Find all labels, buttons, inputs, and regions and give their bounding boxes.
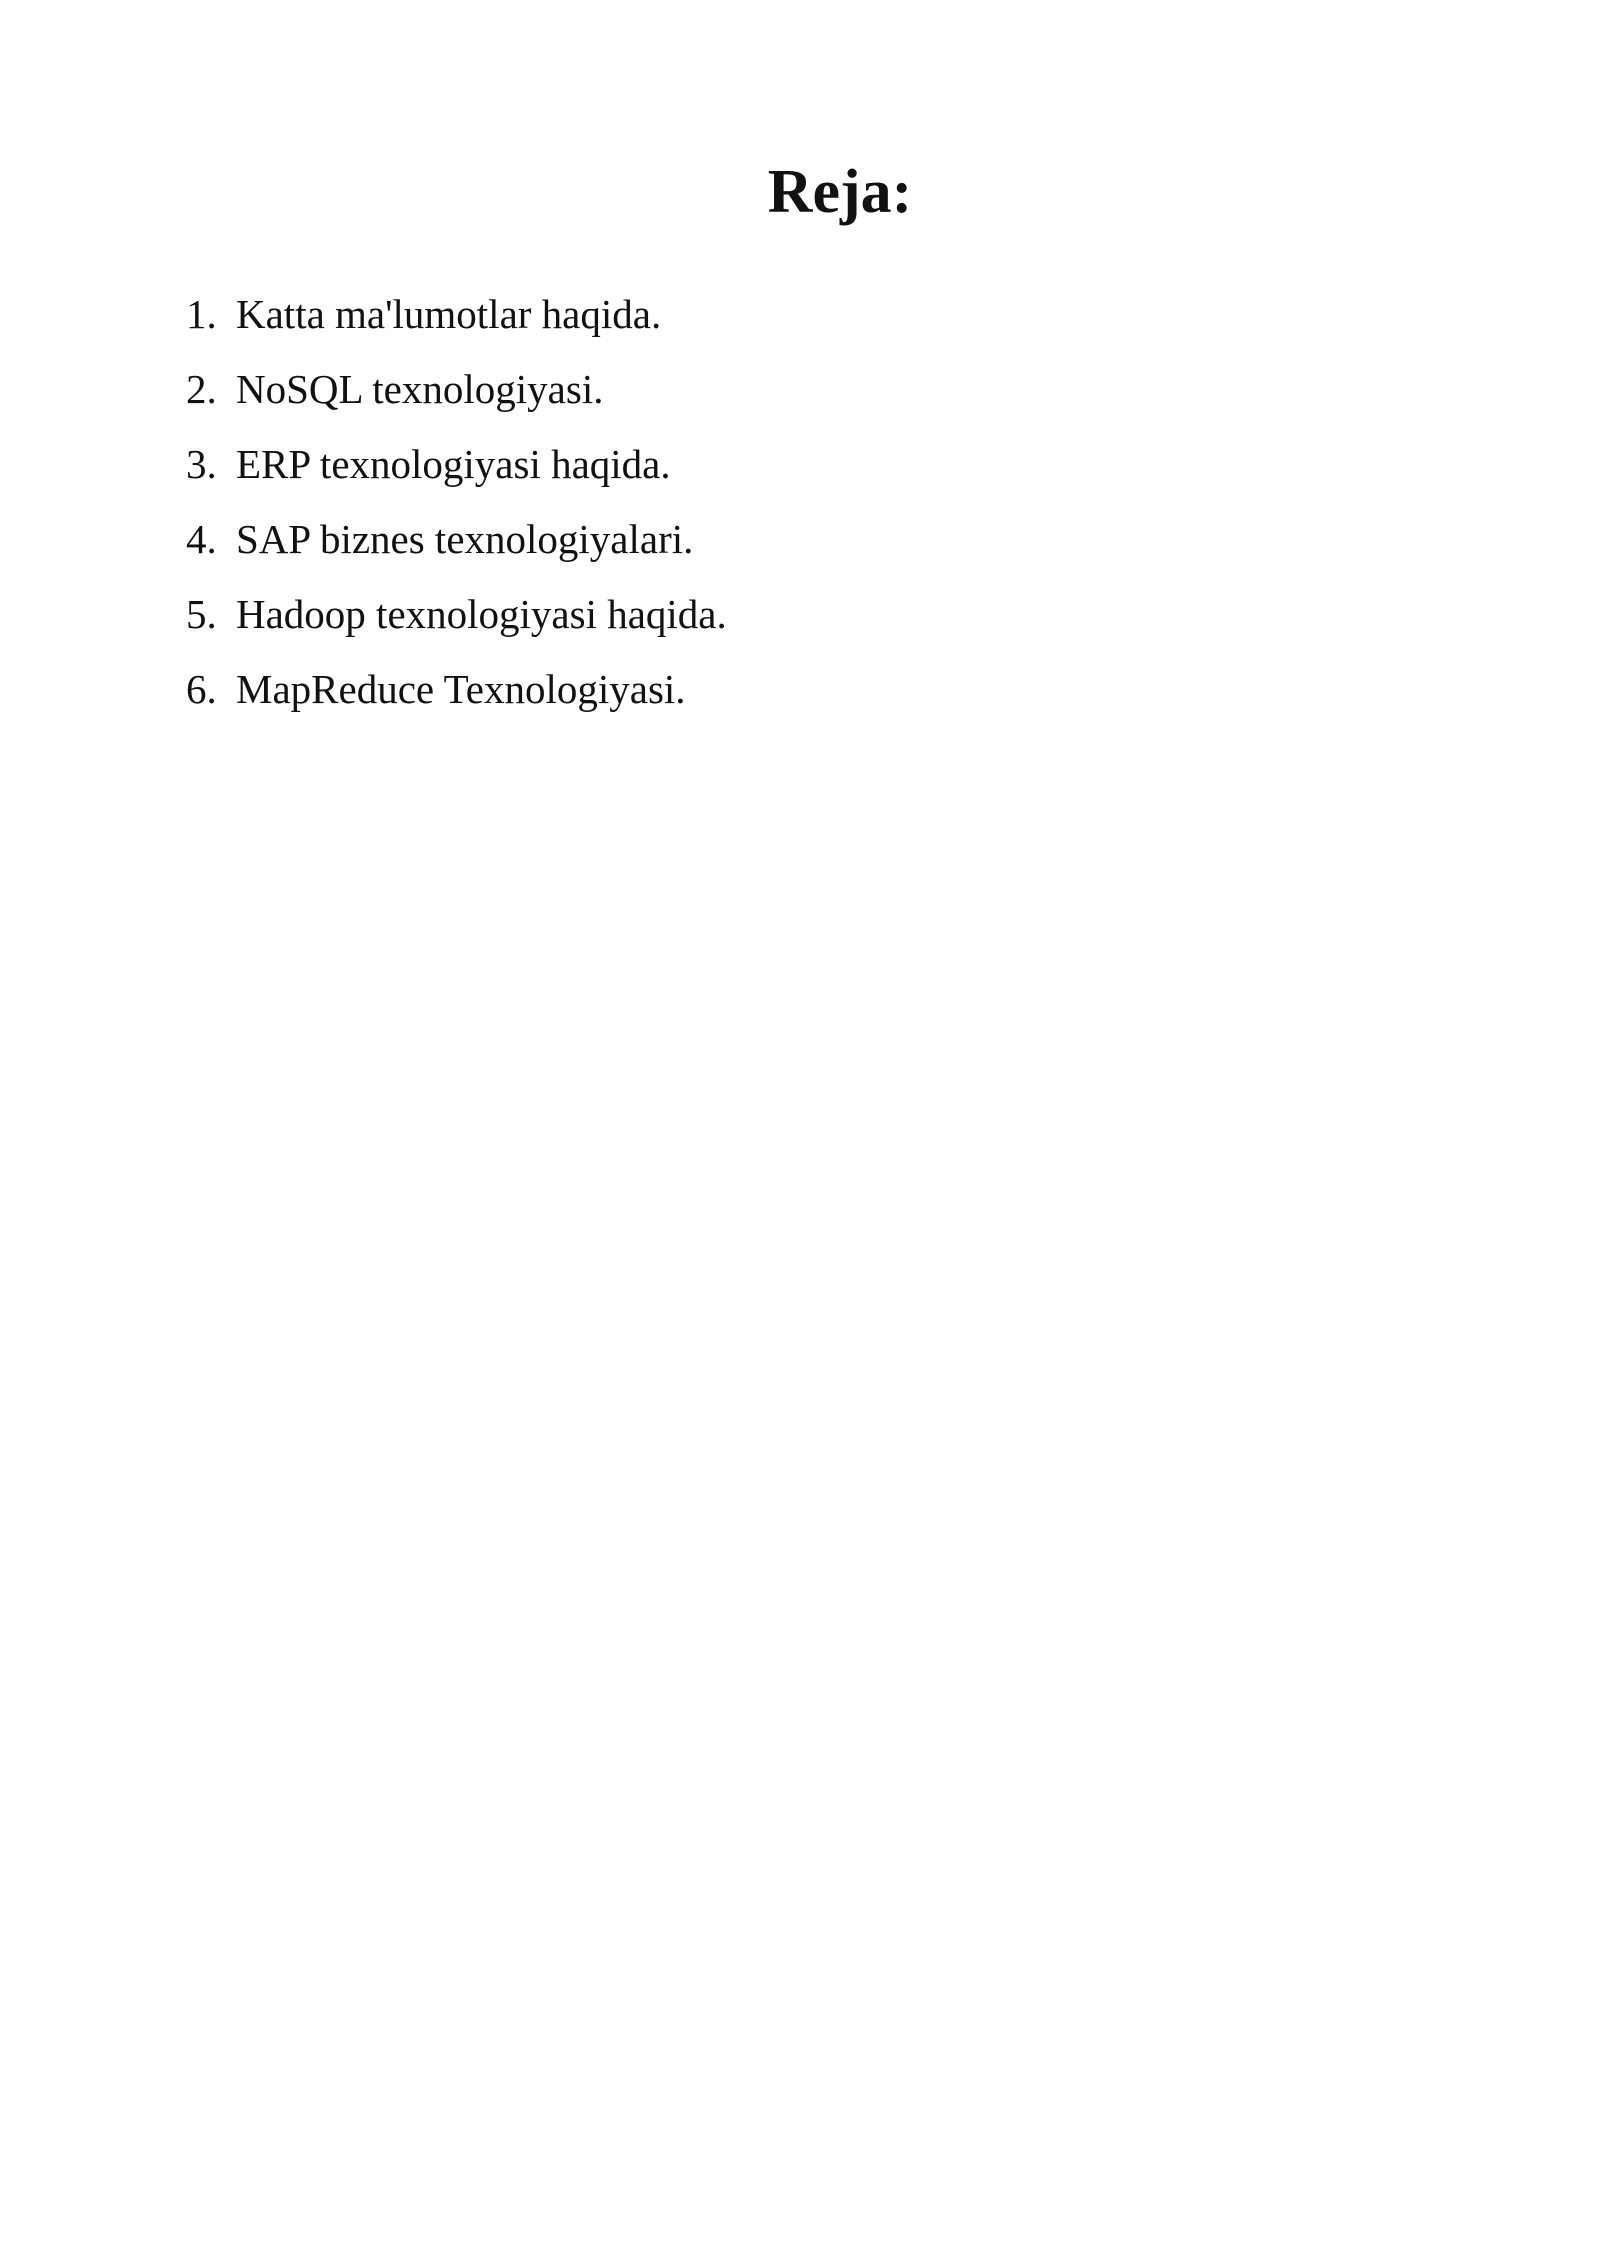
list-item	[186, 652, 727, 727]
list-item-number: 6.	[186, 666, 217, 712]
list-item-text: Katta ma'lumotlar haqida.	[236, 291, 662, 337]
list-item-text: ERP texnologiyasi haqida.	[236, 441, 671, 487]
plan-list	[186, 277, 727, 727]
list-item	[186, 277, 727, 352]
list-item-number: 5.	[186, 591, 217, 637]
list-item	[186, 502, 727, 577]
list-item-text: NoSQL texnologiyasi.	[236, 366, 604, 412]
list-item-text: MapReduce Texnologiyasi.	[236, 666, 686, 712]
list-item-text: Hadoop texnologiyasi haqida.	[236, 591, 727, 637]
list-item	[186, 352, 727, 427]
list-item-number: 4.	[186, 516, 217, 562]
list-item-number: 1.	[186, 291, 217, 337]
list-item-number: 2.	[186, 366, 217, 412]
page-title: Reja:	[767, 158, 913, 226]
list-item	[186, 577, 727, 652]
list-item-text: SAP biznes texnologiyalari.	[236, 516, 694, 562]
list-item	[186, 427, 727, 502]
list-item-number: 3.	[186, 441, 217, 487]
